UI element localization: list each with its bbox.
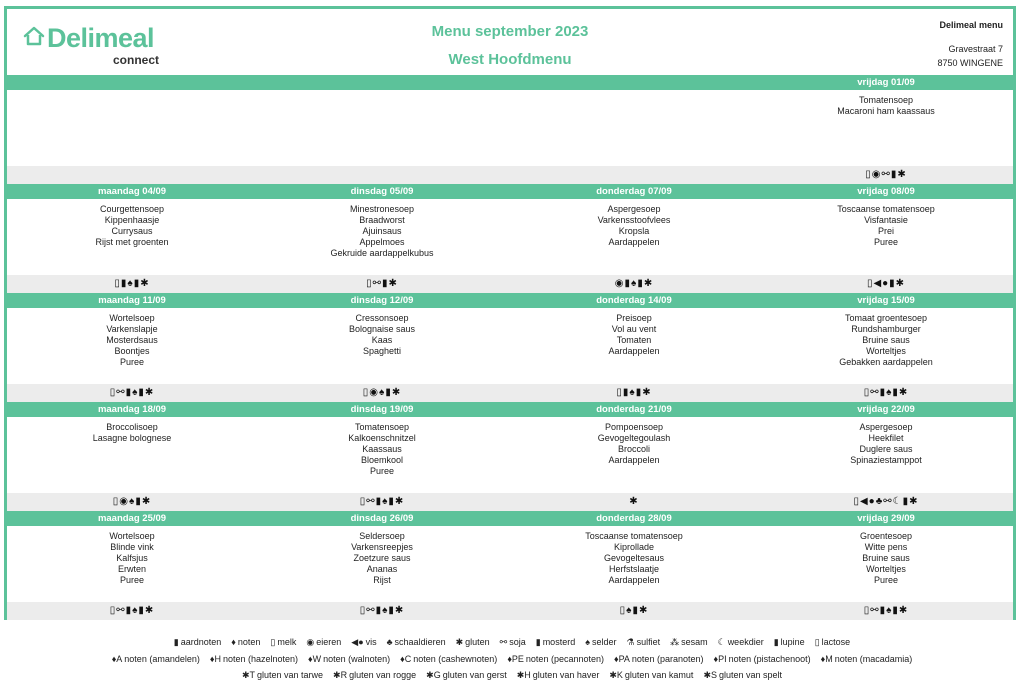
day-label: dinsdag 26/09 — [350, 513, 414, 524]
week-row — [7, 75, 1013, 184]
week-row — [7, 402, 1013, 511]
menu-item: Kalkoenschnitzel — [348, 433, 416, 443]
day-label: donderdag 14/09 — [596, 295, 672, 306]
legend-label: lupine — [780, 637, 805, 647]
day-label: donderdag 28/09 — [596, 513, 672, 524]
menu-item: Wortelsoep — [109, 531, 155, 541]
day-menu — [761, 95, 1011, 117]
menu-item: Courgettensoep — [99, 204, 165, 214]
day-menu — [257, 313, 507, 357]
legend-label: selder — [591, 637, 617, 647]
menu-item: Gevogeltesaus — [603, 553, 665, 563]
allergen-icon: ✱H — [516, 670, 531, 680]
menu-item: Puree — [369, 466, 395, 476]
menu-item: Toscaanse tomatensoep — [837, 204, 935, 214]
menu-item: Seldersoep — [359, 531, 405, 541]
menu-item: Pompoensoep — [604, 422, 664, 432]
allergen-icons: ▯⚯▮♠▮✱ — [863, 387, 909, 398]
legend-entry — [670, 637, 708, 647]
legend-label: noten (amandelen) — [124, 654, 200, 664]
allergen-icon: ✱S — [703, 670, 717, 680]
company-name: Delimeal menu — [939, 20, 1003, 30]
day-label: dinsdag 12/09 — [350, 295, 414, 306]
brand-sub: connect — [113, 53, 160, 67]
legend-entry — [456, 637, 490, 647]
menu-item: Varkensreepjes — [351, 542, 413, 552]
menu-item: Zoetzure saus — [353, 553, 411, 563]
day-header-bar — [7, 402, 1013, 417]
allergen-icon: ⚗ — [626, 637, 635, 647]
legend-label: noten (macadamia) — [834, 654, 913, 664]
day-menu — [509, 204, 759, 248]
allergen-icon: ♦PI — [713, 654, 727, 664]
legend-entry — [400, 654, 497, 664]
week-row — [7, 511, 1013, 620]
menu-item: Prei — [877, 226, 894, 236]
allergen-icon: ♦W — [308, 654, 322, 664]
day-label: dinsdag 05/09 — [350, 186, 414, 197]
menu-item: Appelmoes — [359, 237, 405, 247]
menu-item: Kippenhaasje — [104, 215, 160, 225]
menu-item: Blinde vink — [110, 542, 154, 552]
legend-label: eieren — [316, 637, 342, 647]
menu-item: Spinaziestamppot — [850, 455, 922, 465]
allergen-icon: ♦M — [820, 654, 833, 664]
menu-item: Aardappelen — [608, 346, 660, 356]
menu-item: Aardappelen — [608, 237, 660, 247]
day-menu — [761, 422, 1011, 466]
allergen-icon: ▮ — [773, 637, 779, 647]
menu-item: Rundshamburger — [851, 324, 921, 334]
allergen-icons: ▯◉⚯▮✱ — [865, 169, 907, 180]
legend-entry — [713, 654, 810, 664]
allergen-icon: ✱T — [241, 670, 255, 680]
legend-row-2 — [0, 654, 1024, 664]
day-menu — [509, 422, 759, 466]
legend-label: gluten — [465, 637, 490, 647]
menu-item: Worteltjes — [866, 346, 906, 356]
allergen-icons: ▯▮♠▮✱ — [616, 387, 652, 398]
menu-item: Broccolisoep — [106, 422, 158, 432]
day-label: donderdag 07/09 — [596, 186, 672, 197]
menu-item: Broccoli — [617, 444, 650, 454]
allergen-icon: ⁂ — [670, 637, 680, 647]
menu-item: Bolognaise saus — [348, 324, 416, 334]
menu-item: Tomaten — [616, 335, 652, 345]
day-label: vrijdag 29/09 — [857, 513, 915, 524]
menu-item: Gekruide aardappelkubus — [330, 248, 434, 258]
menu-item: Visfantasie — [864, 215, 908, 225]
menu-item: Kaas — [371, 335, 393, 345]
menu-item: Kiprollade — [613, 542, 655, 552]
menu-item: Witte pens — [864, 542, 908, 552]
menu-item: Boontjes — [114, 346, 150, 356]
day-menu — [257, 204, 507, 259]
menu-item: Ajuinsaus — [362, 226, 402, 236]
allergen-icons: ◉▮♠▮✱ — [614, 278, 654, 289]
day-label: maandag 04/09 — [97, 186, 167, 197]
allergen-icons: ▯◀●▮✱ — [866, 278, 906, 289]
allergen-icon: ♦PE — [507, 654, 524, 664]
day-menu — [761, 531, 1011, 586]
legend-entry — [174, 637, 222, 647]
allergen-icons: ▯⚯▮♠▮✱ — [109, 387, 155, 398]
allergen-icons: ▯▮♠▮✱ — [114, 278, 150, 289]
day-menu — [257, 422, 507, 477]
menu-item: Bruine saus — [862, 335, 910, 345]
menu-item: Braadworst — [359, 215, 405, 225]
menu-item: Wortelsoep — [109, 313, 155, 323]
menu-item: Puree — [873, 237, 899, 247]
day-header-bar — [7, 511, 1013, 526]
allergen-icons: ▯◀●♣⚯☾▮✱ — [853, 496, 919, 507]
legend-label: noten (pecannoten) — [525, 654, 604, 664]
day-header-bar — [7, 75, 1013, 90]
legend-label: gluten van kamut — [624, 670, 694, 680]
menu-item: Groentesoep — [859, 531, 913, 541]
day-menu — [7, 531, 257, 586]
day-label: vrijdag 08/09 — [857, 186, 915, 197]
allergen-icon: ▮ — [535, 637, 541, 647]
legend-entry — [703, 670, 782, 680]
day-label: dinsdag 19/09 — [350, 404, 414, 415]
menu-item: Kaassaus — [362, 444, 402, 454]
allergen-icon: ♦C — [400, 654, 412, 664]
menu-item: Preisoep — [616, 313, 652, 323]
day-menu — [7, 422, 257, 444]
legend-label: soja — [509, 637, 526, 647]
menu-item: Herfstslaatje — [608, 564, 660, 574]
allergen-icon: ▯ — [814, 637, 820, 647]
allergen-icon: ♦H — [209, 654, 221, 664]
legend-label: noten (pistachenoot) — [728, 654, 811, 664]
menu-item: Gevogeltegoulash — [597, 433, 671, 443]
legend-entry — [306, 637, 341, 647]
menu-item: Aspergesoep — [859, 422, 913, 432]
allergen-icon: ♦ — [231, 637, 236, 647]
day-menu — [257, 531, 507, 586]
day-menu — [509, 531, 759, 586]
allergen-icon: ▮ — [173, 637, 179, 647]
menu-item: Bloemkool — [360, 455, 404, 465]
legend-label: noten (walnoten) — [323, 654, 391, 664]
legend-label: noten (hazelnoten) — [222, 654, 299, 664]
day-label — [7, 75, 257, 90]
allergen-icon: ✱R — [333, 670, 348, 680]
allergen-icon: ▯ — [270, 637, 276, 647]
legend-entry — [333, 670, 416, 680]
legend-entry — [242, 670, 323, 680]
menu-item: Macaroni ham kaassaus — [837, 106, 935, 116]
legend-entry — [815, 637, 850, 647]
allergen-icon: ⚯ — [499, 637, 508, 647]
menu-item: Kalfsjus — [116, 553, 148, 563]
menu-item: Aardappelen — [608, 575, 660, 585]
week-row — [7, 184, 1013, 293]
legend-label: gluten van tarwe — [257, 670, 324, 680]
day-label — [509, 75, 759, 90]
legend-entry — [774, 637, 805, 647]
legend-entry — [351, 637, 376, 647]
day-menu — [761, 204, 1011, 248]
header — [7, 9, 1013, 75]
legend-label: noten — [237, 637, 261, 647]
day-label: maandag 18/09 — [97, 404, 167, 415]
menu-item: Currysaus — [111, 226, 153, 236]
legend-entry — [387, 637, 446, 647]
legend-entry — [507, 654, 604, 664]
legend-label: lactose — [821, 637, 851, 647]
menu-item: Aspergesoep — [607, 204, 661, 214]
legend-label: gluten van spelt — [718, 670, 783, 680]
legend-label: gluten van haver — [532, 670, 600, 680]
menu-item: Aardappelen — [608, 455, 660, 465]
legend-entry — [308, 654, 390, 664]
day-label: vrijdag 01/09 — [857, 77, 915, 88]
menu-item: Kropsla — [618, 226, 650, 236]
legend-label: sulfiet — [636, 637, 661, 647]
legend-label: melk — [277, 637, 297, 647]
allergen-icon: ☾ — [717, 637, 726, 647]
allergen-icons: ▯⚯▮♠▮✱ — [863, 605, 909, 616]
menu-item: Tomatensoep — [858, 95, 914, 105]
week-row — [7, 293, 1013, 402]
day-menu — [509, 313, 759, 357]
legend-label: aardnoten — [180, 637, 222, 647]
allergen-icon: ✱K — [609, 670, 623, 680]
allergen-footer — [7, 166, 1013, 184]
menu-item: Erwten — [117, 564, 146, 574]
allergen-icons: ▯⚯▮♠▮✱ — [359, 496, 405, 507]
menu-item: Gebakken aardappelen — [839, 357, 933, 367]
legend-row-1 — [0, 637, 1024, 648]
legend-label: noten (paranoten) — [631, 654, 704, 664]
allergen-icon: ✱ — [455, 637, 464, 647]
day-menu — [7, 204, 257, 248]
legend-label: mosterd — [542, 637, 576, 647]
page-subtitle: West Hoofdmenu — [448, 51, 572, 68]
legend-entry — [426, 670, 507, 680]
legend-entry — [270, 637, 296, 647]
legend-entry — [614, 654, 704, 664]
menu-item: Mosterdsaus — [106, 335, 158, 345]
menu-item: Vol au vent — [611, 324, 657, 334]
allergen-icon: ♣ — [386, 637, 393, 647]
menu-item: Cressonsoep — [355, 313, 409, 323]
allergen-icons: ▯◉♠▮✱ — [112, 496, 152, 507]
day-menu — [761, 313, 1011, 368]
address-line-1: Gravestraat 7 — [948, 44, 1003, 54]
menu-item: Puree — [873, 575, 899, 585]
legend-entry — [517, 670, 600, 680]
allergen-icon: ♠ — [585, 637, 590, 647]
menu-item: Minestronesoep — [349, 204, 415, 214]
menu-frame — [4, 6, 1016, 620]
menu-item: Duglere saus — [859, 444, 913, 454]
menu-item: Varkenslapje — [106, 324, 158, 334]
day-label — [257, 75, 507, 90]
legend-entry — [112, 654, 200, 664]
day-header-bar — [7, 293, 1013, 308]
allergen-icon: ✱G — [426, 670, 441, 680]
allergen-icon: ♦PA — [613, 654, 630, 664]
allergen-footer — [7, 493, 1013, 511]
menu-item: Ananas — [366, 564, 398, 574]
legend-entry — [585, 637, 616, 647]
day-label: vrijdag 22/09 — [857, 404, 915, 415]
legend-entry — [627, 637, 661, 647]
menu-item: Tomatensoep — [354, 422, 410, 432]
day-header-bar — [7, 184, 1013, 199]
allergen-icons: ▯⚯▮♠▮✱ — [359, 605, 405, 616]
allergen-footer — [7, 384, 1013, 402]
allergen-icons: ▯♠▮✱ — [619, 605, 649, 616]
allergen-icon: ◉ — [306, 637, 315, 647]
menu-item: Rijst met groenten — [95, 237, 169, 247]
address-line-2: 8750 WINGENE — [937, 58, 1003, 68]
brand-name: Delimeal — [47, 23, 155, 53]
company-info — [937, 18, 1003, 70]
legend-label: vis — [365, 637, 377, 647]
menu-item: Bruine saus — [862, 553, 910, 563]
legend-entry — [210, 654, 298, 664]
menu-item: Rijst — [373, 575, 391, 585]
menu-item: Varkensstoofvlees — [597, 215, 671, 225]
legend-label: schaaldieren — [394, 637, 446, 647]
menu-item: Puree — [119, 357, 145, 367]
day-label: maandag 25/09 — [97, 513, 167, 524]
allergen-footer — [7, 602, 1013, 620]
allergen-icons: ▯◉♠▮✱ — [362, 387, 402, 398]
legend-label: sesam — [681, 637, 708, 647]
allergen-icon: ◀● — [351, 637, 364, 647]
page-title: Menu september 2023 — [431, 23, 589, 40]
allergen-icons: ▯⚯▮♠▮✱ — [109, 605, 155, 616]
day-label: vrijdag 15/09 — [857, 295, 915, 306]
legend-label: noten (cashewnoten) — [413, 654, 498, 664]
day-label: maandag 11/09 — [98, 295, 166, 306]
allergen-icons: ✱ — [629, 496, 639, 507]
menu-item: Heekfilet — [868, 433, 904, 443]
allergen-icon: ♦A — [111, 654, 123, 664]
legend-label: gluten van rogge — [349, 670, 417, 680]
legend-label: weekdier — [727, 637, 764, 647]
menu-item: Tomaat groentesoep — [844, 313, 928, 323]
menu-item: Lasagne bolognese — [92, 433, 172, 443]
legend-label: gluten van gerst — [442, 670, 507, 680]
menu-item: Spaghetti — [362, 346, 402, 356]
legend-entry — [718, 637, 764, 647]
legend-entry — [821, 654, 913, 664]
menu-item: Toscaanse tomatensoep — [585, 531, 683, 541]
legend-entry — [536, 637, 575, 647]
menu-item: Puree — [119, 575, 145, 585]
day-label: donderdag 21/09 — [596, 404, 672, 415]
legend-entry — [231, 637, 260, 647]
allergen-footer — [7, 275, 1013, 293]
allergen-icons: ▯⚯▮✱ — [366, 278, 398, 289]
menu-item: Worteltjes — [866, 564, 906, 574]
legend-row-3 — [0, 670, 1024, 681]
legend-entry — [609, 670, 693, 680]
legend-entry — [500, 637, 526, 647]
day-menu — [7, 313, 257, 368]
